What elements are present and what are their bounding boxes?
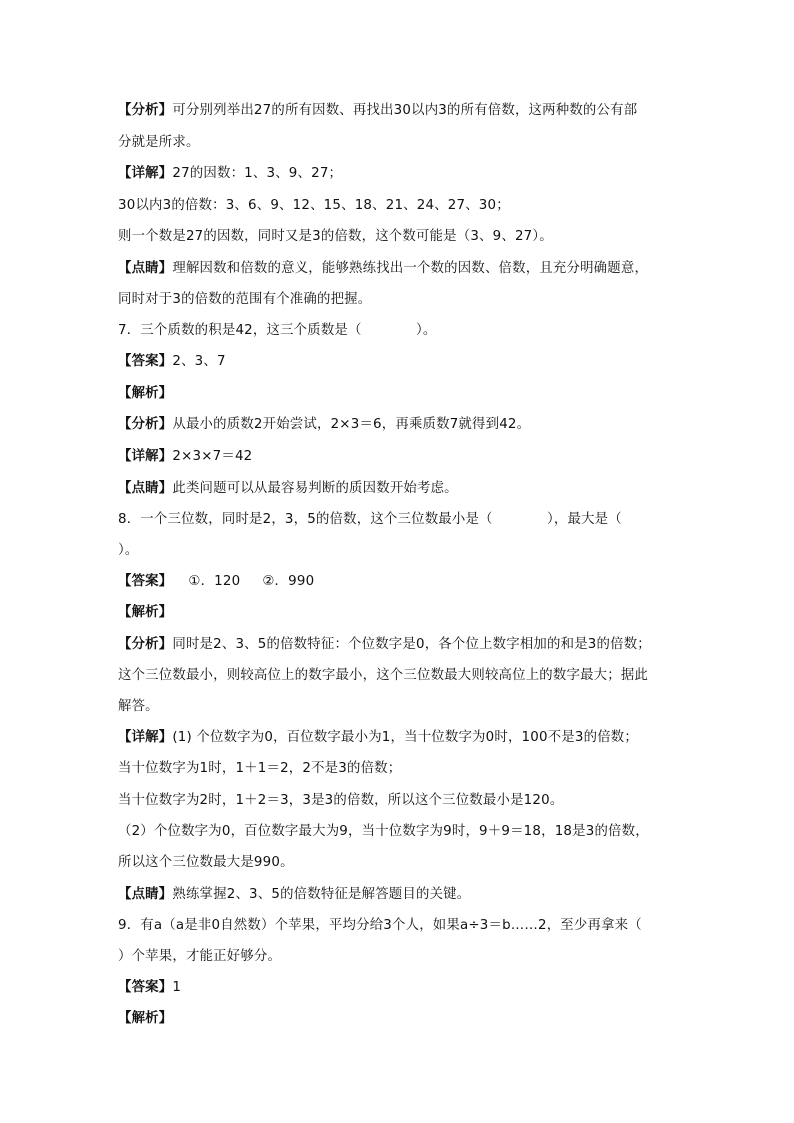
explanation-line-q8 bbox=[118, 603, 688, 623]
explanation-line-q7 bbox=[118, 384, 688, 404]
detail-line-q8-2 bbox=[118, 759, 688, 779]
explanation-tag: 【解析】 bbox=[118, 386, 173, 401]
detail-line-q8-5 bbox=[118, 853, 688, 873]
answer-tag: 【答案】 bbox=[118, 354, 173, 369]
detail-text-5: 所以这个三位数最大是990。 bbox=[118, 855, 294, 870]
answer-tag: 【答案】 bbox=[118, 980, 173, 995]
detail-line-q6-2 bbox=[118, 196, 688, 216]
detail-tag: 【详解】 bbox=[118, 449, 173, 464]
analysis-line-q6-cont bbox=[118, 133, 688, 153]
question-8-text-cont: ）。 bbox=[118, 543, 139, 558]
comment-line-q8 bbox=[118, 885, 688, 905]
detail-tag: 【详解】 bbox=[118, 730, 173, 745]
analysis-text-3: 解答。 bbox=[118, 699, 159, 714]
comment-line-q6-cont bbox=[118, 290, 688, 310]
detail-line-q6 bbox=[118, 164, 688, 184]
question-8-text: 8．一个三位数，同时是2，3，5的倍数，这个三位数最小是（ ），最大是（ bbox=[118, 512, 622, 527]
detail-line-q8-3 bbox=[118, 791, 688, 811]
answer-line-q7 bbox=[118, 352, 688, 372]
analysis-text-cont: 分就是所求。 bbox=[118, 135, 200, 150]
question-7 bbox=[118, 321, 688, 341]
detail-text-4: （2）个位数字为0，百位数字最大为9，当十位数字为9时，9＋9＝18，18是3的倍数， bbox=[118, 824, 649, 839]
detail-line-q7 bbox=[118, 447, 688, 467]
comment-tag: 【点睛】 bbox=[118, 261, 173, 276]
comment-line-q6 bbox=[118, 259, 688, 279]
analysis-text: 从最小的质数2开始尝试，2×3＝6，再乘质数7就得到42。 bbox=[172, 417, 531, 432]
detail-text-3: 则一个数是27的因数，同时又是3的倍数，这个数可能是（3、9、27）。 bbox=[118, 229, 553, 244]
explanation-line-q9 bbox=[118, 1009, 688, 1029]
analysis-text: 同时是2、3、5的倍数特征：个位数字是0，各个位上数字相加的和是3的倍数； bbox=[172, 637, 651, 652]
analysis-line-q8-3 bbox=[118, 697, 688, 717]
detail-line-q6-3 bbox=[118, 227, 688, 247]
comment-text: 理解因数和倍数的意义，能够熟练找出一个数的因数、倍数，且充分明确题意， bbox=[172, 261, 649, 276]
answer-line-q9 bbox=[118, 978, 688, 998]
answer-b: ②．990 bbox=[262, 574, 315, 589]
detail-text-3: 当十位数字为2时，1＋2＝3，3是3的倍数，所以这个三位数最小是120。 bbox=[118, 793, 564, 808]
analysis-tag: 【分析】 bbox=[118, 637, 173, 652]
comment-tag: 【点睛】 bbox=[118, 887, 173, 902]
detail-text-2: 30以内3的倍数：3、6、9、12、15、18、21、24、27、30； bbox=[118, 198, 510, 213]
detail-text: 2×3×7＝42 bbox=[172, 449, 253, 464]
question-8-cont bbox=[118, 541, 688, 561]
question-9-text-cont: ）个苹果，才能正好够分。 bbox=[118, 949, 282, 964]
answer-line-q8 bbox=[118, 572, 688, 592]
question-9-text: 9．有a（a是非0自然数）个苹果，平均分给3个人，如果a÷3＝b……2，至少再拿来（ bbox=[118, 918, 642, 933]
answer-tag: 【答案】 bbox=[118, 574, 173, 589]
detail-text: (1) 个位数字为0，百位数字最小为1，当十位数字为0时，100不是3的倍数； bbox=[172, 730, 638, 745]
explanation-tag: 【解析】 bbox=[118, 1011, 173, 1026]
question-8 bbox=[118, 510, 688, 530]
question-7-text: 7．三个质数的积是42，这三个质数是（ ）。 bbox=[118, 323, 437, 338]
comment-line-q7 bbox=[118, 479, 688, 499]
comment-tag: 【点睛】 bbox=[118, 481, 173, 496]
detail-line-q8-4 bbox=[118, 822, 688, 842]
comment-text: 此类问题可以从最容易判断的质因数开始考虑。 bbox=[172, 481, 458, 496]
question-9-cont bbox=[118, 947, 688, 967]
explanation-tag: 【解析】 bbox=[118, 605, 173, 620]
analysis-line-q7 bbox=[118, 415, 688, 435]
analysis-tag: 【分析】 bbox=[118, 417, 173, 432]
answer-text: 1 bbox=[172, 980, 182, 995]
analysis-text: 可分别列举出27的所有因数、再找出30以内3的所有倍数，这两种数的公有部 bbox=[172, 103, 638, 118]
analysis-line-q8 bbox=[118, 635, 688, 655]
detail-line-q8 bbox=[118, 728, 688, 748]
analysis-line-q6 bbox=[118, 101, 688, 121]
detail-tag: 【详解】 bbox=[118, 166, 173, 181]
detail-text: 27的因数：1、3、9、27； bbox=[172, 166, 343, 181]
analysis-line-q8-2 bbox=[118, 666, 688, 686]
comment-text: 熟练掌握2、3、5的倍数特征是解答题目的关键。 bbox=[172, 887, 471, 902]
question-9 bbox=[118, 916, 688, 936]
detail-text-2: 当十位数字为1时，1＋1＝2，2不是3的倍数； bbox=[118, 761, 402, 776]
answer-text: 2、3、7 bbox=[172, 354, 226, 369]
analysis-tag: 【分析】 bbox=[118, 103, 173, 118]
answer-a: ①．120 bbox=[188, 574, 241, 589]
comment-text-cont: 同时对于3的倍数的范围有个准确的把握。 bbox=[118, 292, 372, 307]
analysis-text-2: 这个三位数最小，则较高位上的数字最小，这个三位数最大则较高位上的数字最大；据此 bbox=[118, 668, 649, 683]
